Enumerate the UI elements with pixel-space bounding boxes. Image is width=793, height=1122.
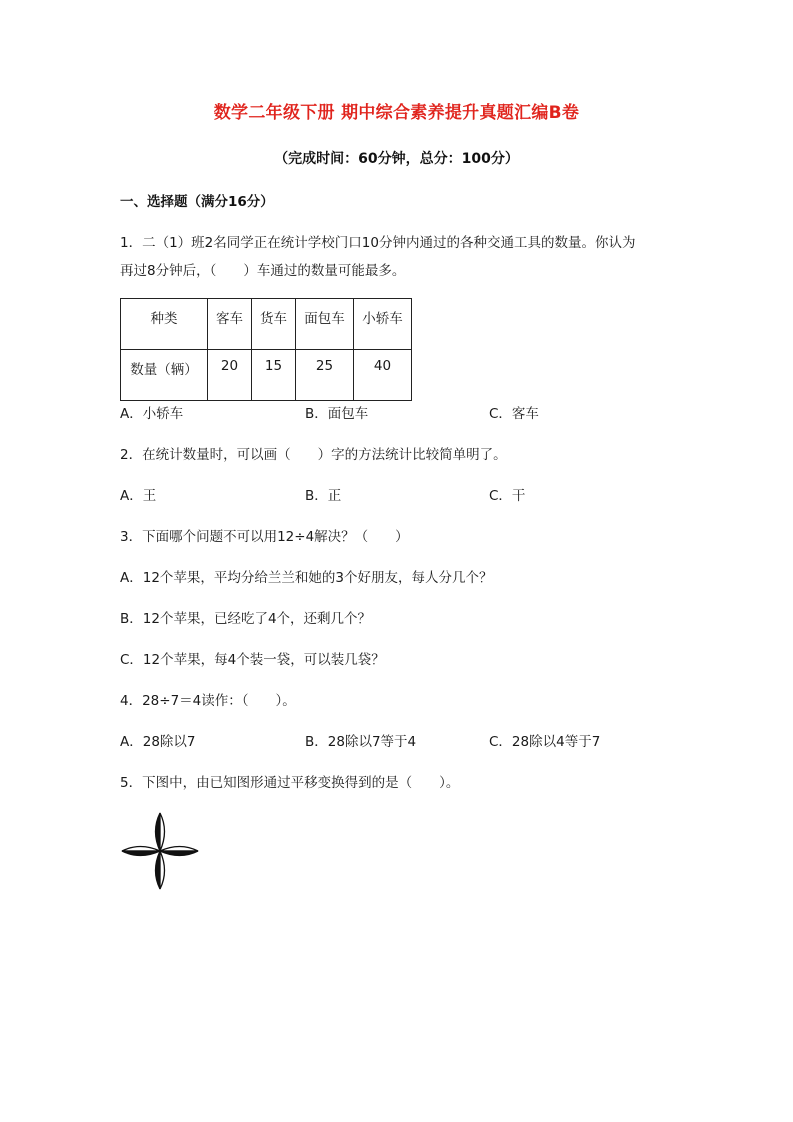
q4-option-b[interactable]: B．28除以7等于4 bbox=[305, 734, 417, 750]
table-header-cell: 种类 bbox=[121, 299, 208, 350]
page-title: 数学二年级下册 期中综合素养提升真题汇编B卷 bbox=[213, 103, 580, 123]
q2-option-b[interactable]: B．正 bbox=[305, 488, 342, 504]
q3-option-c[interactable]: C．12个苹果，每4个装一袋，可以装几袋？ bbox=[120, 652, 385, 668]
question-3: 3．下面哪个问题不可以用12÷4解决？（ ） bbox=[120, 529, 409, 545]
table-cell: 25 bbox=[296, 350, 354, 401]
exam-info: （完成时间：60分钟，总分：100分） bbox=[274, 151, 519, 167]
question-5: 5．下图中，由已知图形通过平移变换得到的是（ ）。 bbox=[120, 775, 460, 791]
table-row-label: 数量（辆） bbox=[121, 350, 208, 401]
table-row bbox=[121, 350, 412, 401]
q2-option-a[interactable]: A．王 bbox=[120, 488, 157, 504]
table-header-row bbox=[121, 299, 412, 350]
table-cell: 15 bbox=[252, 350, 296, 401]
question-1-line-1: 1．二（1）班2名同学正在统计学校门口10分钟内通过的各种交通工具的数量。你认为 bbox=[120, 235, 636, 251]
table-cell: 40 bbox=[354, 350, 412, 401]
q3-option-b[interactable]: B．12个苹果，已经吃了4个，还剩几个？ bbox=[120, 611, 372, 627]
table-header-cell: 货车 bbox=[252, 299, 296, 350]
vehicle-count-table bbox=[120, 298, 412, 401]
q1-option-c[interactable]: C．客车 bbox=[489, 406, 539, 422]
q4-option-a[interactable]: A．28除以7 bbox=[120, 734, 196, 750]
q3-option-a[interactable]: A．12个苹果，平均分给兰兰和她的3个好朋友，每人分几个？ bbox=[120, 570, 493, 586]
q2-option-c[interactable]: C．干 bbox=[489, 488, 526, 504]
q1-option-a[interactable]: A．小轿车 bbox=[120, 406, 184, 422]
q1-option-b[interactable]: B．面包车 bbox=[305, 406, 369, 422]
table-cell: 20 bbox=[208, 350, 252, 401]
section-heading: 一、选择题（满分16分） bbox=[120, 194, 274, 210]
question-4: 4．28÷7＝4读作：（ ）。 bbox=[120, 693, 296, 709]
table-header-cell: 面包车 bbox=[296, 299, 354, 350]
table-header-cell: 客车 bbox=[208, 299, 252, 350]
table-header-cell: 小轿车 bbox=[354, 299, 412, 350]
four-petal-flower-icon bbox=[120, 811, 200, 891]
q4-option-c[interactable]: C．28除以4等于7 bbox=[489, 734, 601, 750]
question-2: 2．在统计数量时，可以画（ ）字的方法统计比较简单明了。 bbox=[120, 447, 507, 463]
question-1-line-2: 再过8分钟后，（ ）车通过的数量可能最多。 bbox=[120, 263, 406, 279]
